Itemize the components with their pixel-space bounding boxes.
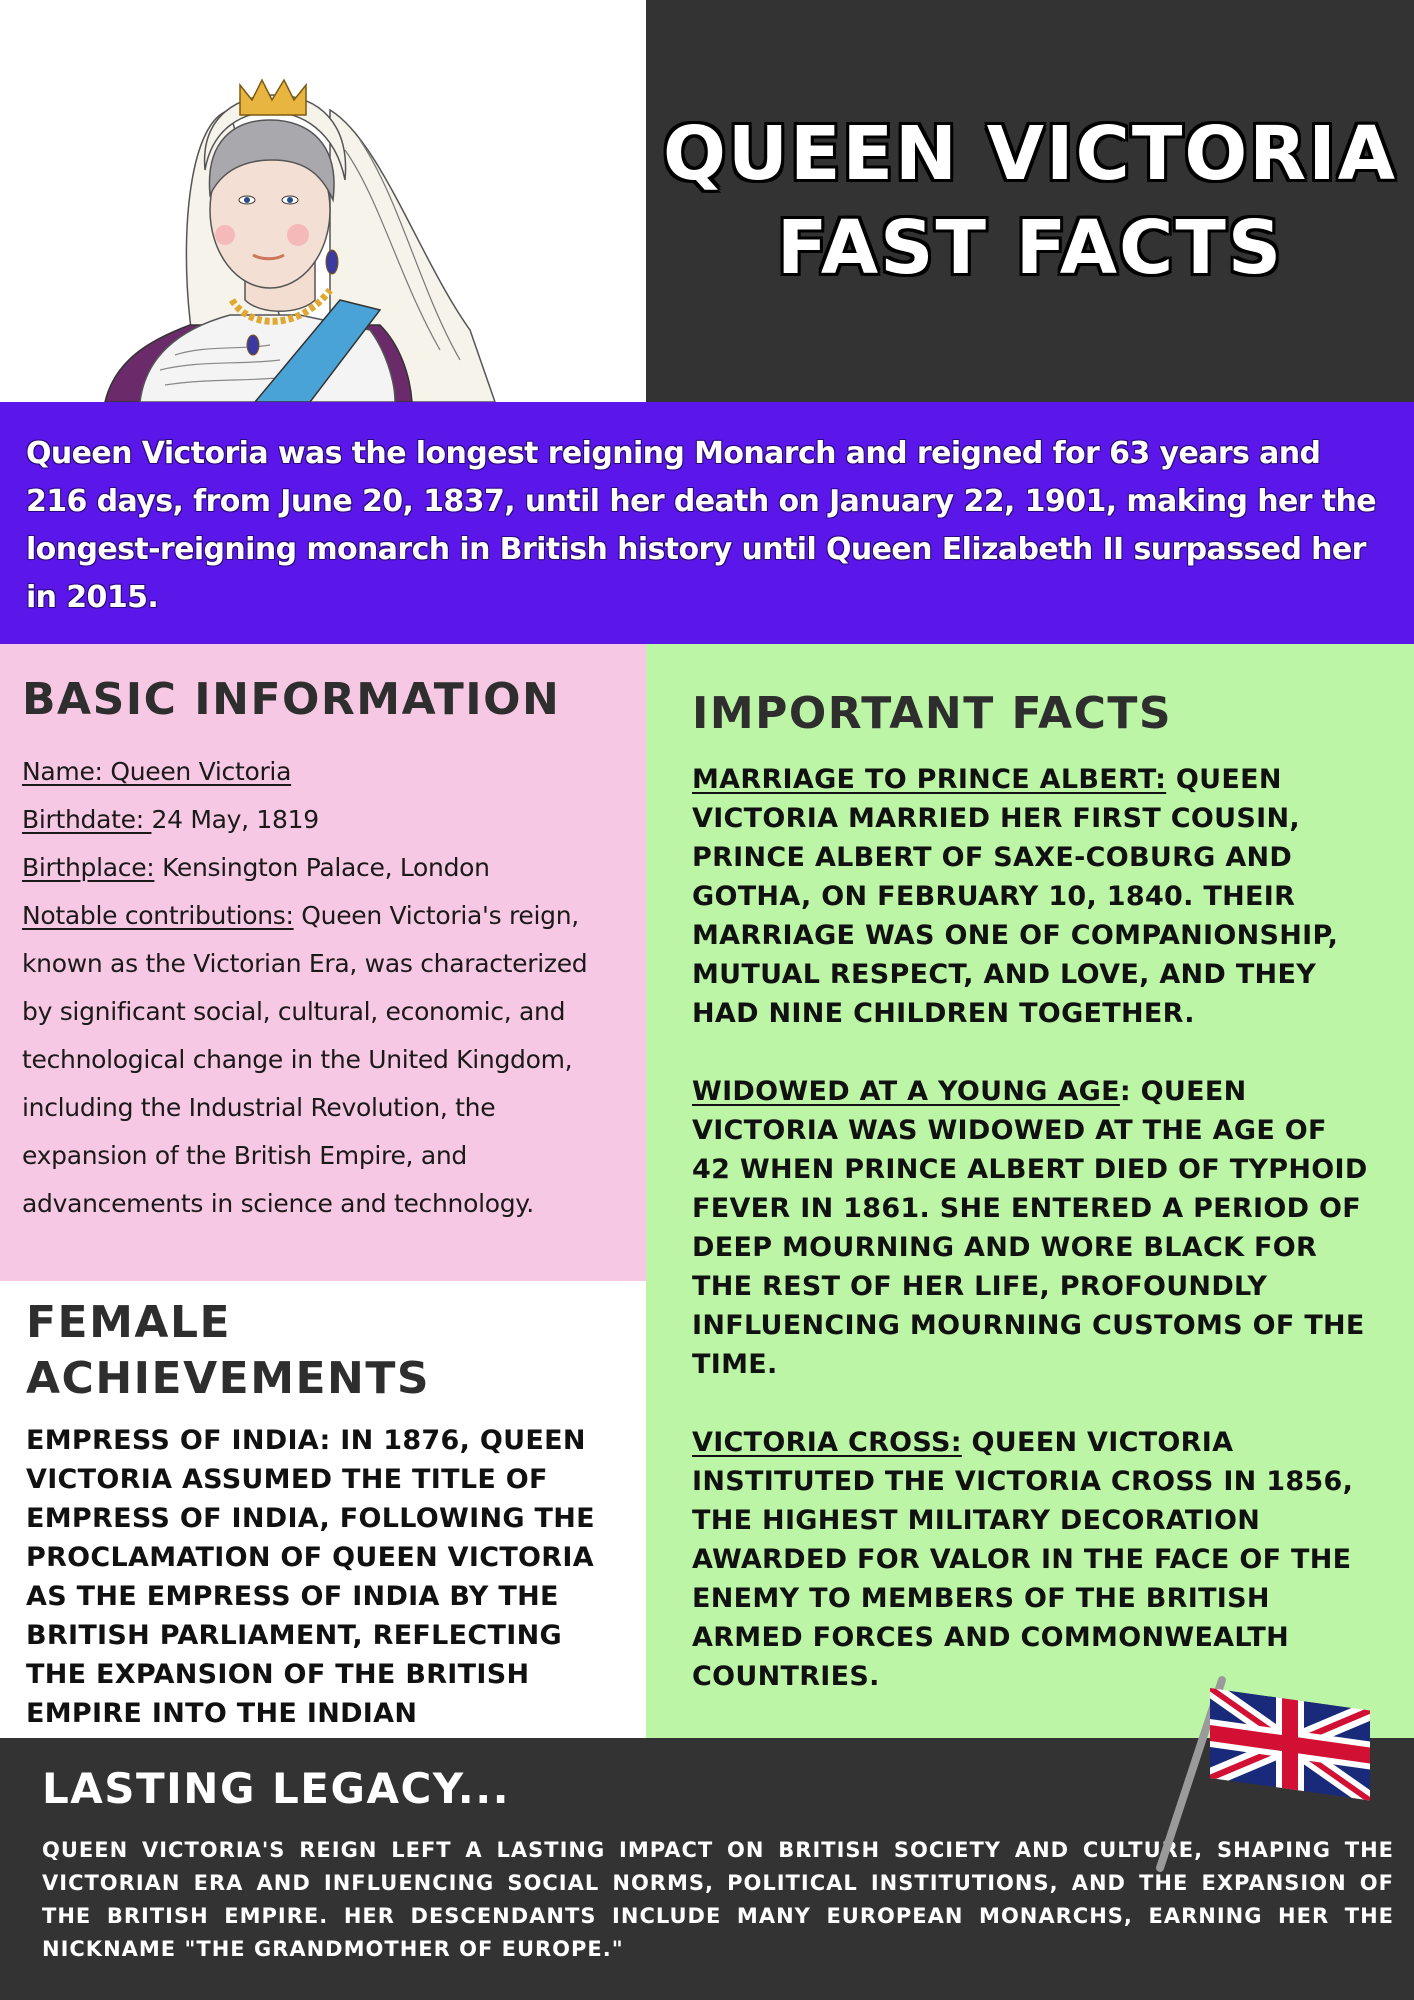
birthdate-row xyxy=(22,796,624,844)
basic-information-heading: BASIC INFORMATION xyxy=(22,674,561,725)
basic-information-body xyxy=(22,748,624,1228)
fact-widowed xyxy=(692,1072,1368,1384)
fact-marriage-title: MARRIAGE TO PRINCE ALBERT: xyxy=(692,764,1167,795)
queen-victoria-portrait-illustration xyxy=(0,0,646,402)
page-title-line-2: FAST FACTS xyxy=(776,205,1284,291)
birthplace-row xyxy=(22,844,624,892)
fact-widowed-title: WIDOWED AT A YOUNG AGE xyxy=(692,1076,1120,1107)
intro-text: Queen Victoria was the longest reigning Monarch and reigned for 63 years and 216 days, from June 20, 1837, until her death on January 22, 1901, making her the longest-reigning monarch in British history until Queen Elizabeth II surpassed her in 2015. xyxy=(26,436,1376,615)
important-facts-panel xyxy=(646,644,1414,1738)
union-jack-flag-icon xyxy=(1140,1668,1380,1876)
contributions-label: Notable contributions: xyxy=(22,901,294,930)
female-achievements-panel xyxy=(0,1281,646,1738)
page-title-line-1: QUEEN VICTORIA xyxy=(662,111,1398,197)
female-achievements-heading: FEMALE ACHIEVEMENTS xyxy=(26,1297,431,1404)
fact-victoria-cross xyxy=(692,1423,1368,1696)
name-row xyxy=(22,748,624,796)
birthplace-label: Birthplace: xyxy=(22,853,155,882)
fact-marriage xyxy=(692,760,1368,1033)
page-title xyxy=(663,107,1397,295)
contributions-row xyxy=(22,892,624,1228)
fact-victoria-cross-text: QUEEN VICTORIA INSTITUTED THE VICTORIA CROSS IN 1856, THE HIGHEST MILITARY DECORATION AWARDED FOR VALOR IN THE FACE OF THE ENEMY TO MEMBERS OF THE BRITISH ARMED FORCES AND COMMONWEALTH COUNTRIES. xyxy=(692,1427,1354,1692)
portrait-panel xyxy=(0,0,646,402)
title-panel xyxy=(646,0,1414,402)
fact-victoria-cross-title: VICTORIA CROSS: xyxy=(692,1427,962,1458)
intro-banner xyxy=(0,402,1414,644)
lasting-legacy-heading: LASTING LEGACY... xyxy=(42,1764,511,1813)
birthplace-value: Kensington Palace, London xyxy=(162,853,490,882)
contributions-value: Queen Victoria's reign, known as the Victorian Era, was characterized by significant social, cultural, economic, and technological change in the United Kingdom, including the Industrial Revolution, the expansion of the British Empire, and advancements in science and technology. xyxy=(22,901,588,1218)
important-facts-heading: IMPORTANT FACTS xyxy=(692,688,1173,739)
birthdate-label: Birthdate: xyxy=(22,805,152,834)
fact-widowed-text: : QUEEN VICTORIA WAS WIDOWED AT THE AGE OF 42 WHEN PRINCE ALBERT DIED OF TYPHOID FEVER IN 1861. SHE ENTERED A PERIOD OF DEEP MOURNING AND WORE BLACK FOR THE REST OF HER LIFE, PROFOUNDLY INFLUENCING MOURNING CUSTOMS OF THE TIME. xyxy=(692,1076,1368,1380)
female-achievements-text: EMPRESS OF INDIA: IN 1876, QUEEN VICTORIA ASSUMED THE TITLE OF EMPRESS OF INDIA, FOLLOWING THE PROCLAMATION OF QUEEN VICTORIA AS THE EMPRESS OF INDIA BY THE BRITISH PARLIAMENT, REFLECTING THE EXPANSION OF THE BRITISH EMPIRE INTO THE INDIAN xyxy=(26,1425,595,1729)
lasting-legacy-text: QUEEN VICTORIA'S REIGN LEFT A LASTING IMPACT ON BRITISH SOCIETY AND CULTURE, SHAPING THE VICTORIAN ERA AND INFLUENCING SOCIAL NORMS, POLITICAL INSTITUTIONS, AND THE EXPANSION OF THE BRITISH EMPIRE. HER DESCENDANTS INCLUDE MANY EUROPEAN MONARCHS, EARNING HER THE NICKNAME "THE GRANDMOTHER OF EUROPE." xyxy=(42,1838,1394,1961)
birthdate-value: 24 May, 1819 xyxy=(151,805,319,834)
basic-information-panel xyxy=(0,644,646,1281)
name-label: Name: Queen Victoria xyxy=(22,757,292,786)
fact-marriage-text: QUEEN VICTORIA MARRIED HER FIRST COUSIN, PRINCE ALBERT OF SAXE-COBURG AND GOTHA, ON FEBRUARY 10, 1840. THEIR MARRIAGE WAS ONE OF COMPANIONSHIP, MUTUAL RESPECT, AND LOVE, AND THEY HAD NINE CHILDREN TOGETHER. xyxy=(692,764,1339,1029)
